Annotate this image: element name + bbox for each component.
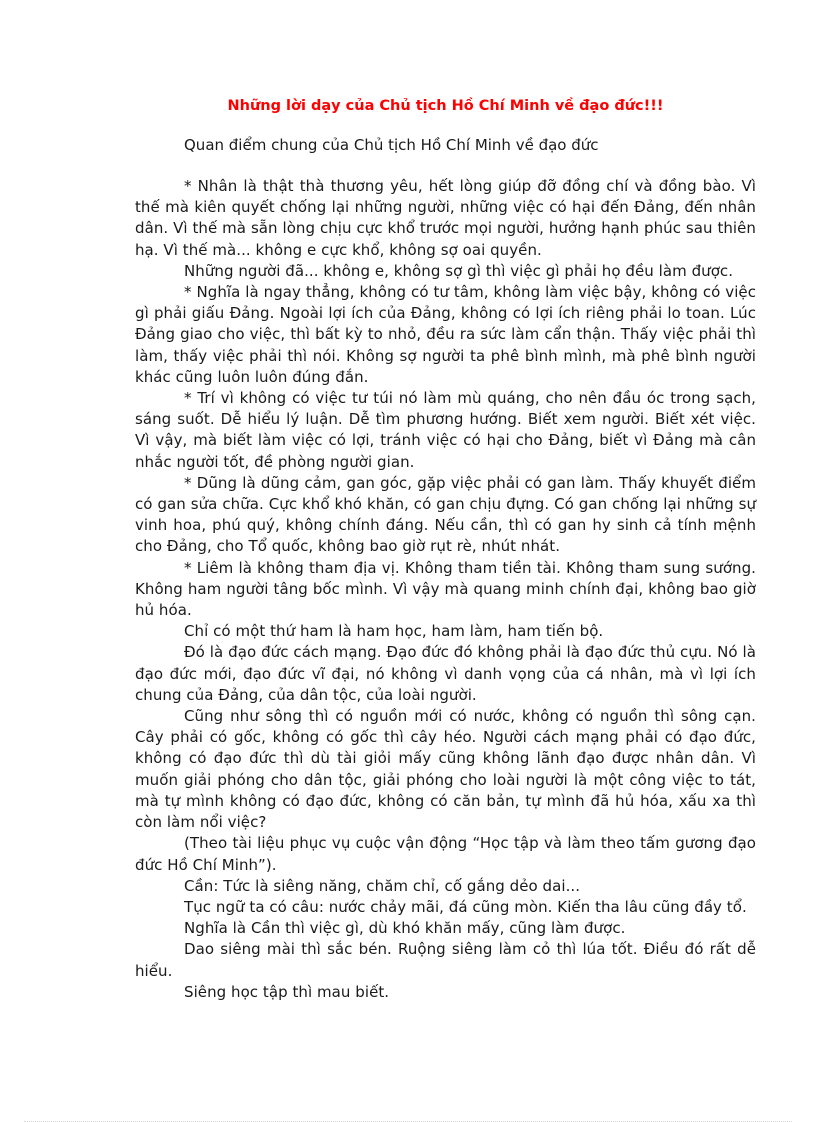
paragraph-dao-duc-cach-mang: Đó là đạo đức cách mạng. Đạo đức đó không phải là đạo đức thủ cựu. Nó là đạo đức mới, đạo đức vĩ đại, nó không vì danh vọng của cá nhân, mà vì lợi ích chung của Đảng, của dân tộc, của loài người.	[135, 643, 756, 704]
paragraph-source-note: (Theo tài liệu phục vụ cuộc vận động “Học tập và làm theo tấm gương đạo đức Hồ Chí Minh”).	[135, 834, 756, 874]
paragraph-nghia: * Nghĩa là ngay thẳng, không có tư tâm, không làm việc bậy, không có việc gì phải giấu Đảng. Ngoài lợi ích của Đảng, không có lợi ích riêng phải lo toan. Lúc Đảng giao cho việc, thì bất kỳ to nhỏ, đều ra sức làm cẩn thận. Thấy việc phải thì làm, thấy việc phải thì nói. Không sợ người ta phê bình mình, mà phê bình người khác cũng luôn luôn đúng đắn.	[135, 283, 756, 386]
paragraph-dung: * Dũng là dũng cảm, gan góc, gặp việc phải có gan làm. Thấy khuyết điểm có gan sửa chữa. Cực khổ khó khăn, có gan chịu đựng. Có gan chống lại những sự vinh hoa, phú quý, không chính đáng. Nếu cần, thì có gan hy sinh cả tính mệnh cho Đảng, cho Tổ quốc, không bao giờ rụt rè, nhút nhát.	[135, 473, 756, 556]
paragraph-can: Cần: Tức là siêng năng, chăm chỉ, cố gắng dẻo dai...	[184, 876, 581, 895]
paragraph-ham-hoc: Chỉ có một thứ ham là ham học, ham làm, ham tiến bộ.	[184, 622, 604, 641]
paragraph-tri: * Trí vì không có việc tư túi nó làm mù quáng, cho nên đầu óc trong sạch, sáng suốt. Dễ hiểu lý luận. Dễ tìm phương hướng. Biết xem người. Biết xét việc. Vì vậy, mà biết làm việc có lợi, tránh việc có hại cho Đảng, biết vì Đảng mà cân nhắc người tốt, đề phòng người gian.	[135, 389, 756, 471]
paragraph-tuc-ngu: Tục ngữ ta có câu: nước chảy mãi, đá cũng mòn. Kiến tha lâu cũng đầy tổ.	[184, 897, 747, 916]
paragraph-khong-e: Những người đã... không e, không sợ gì thì việc gì phải họ đều làm được.	[184, 261, 734, 280]
paragraph-nghia-la-can: Nghĩa là Cần thì việc gì, dù khó khăn mấy, cũng làm được.	[184, 919, 626, 938]
paragraph-nhan: * Nhân là thật thà thương yêu, hết lòng giúp đỡ đồng chí và đồng bào. Vì thế mà kiên quyết chống lại những người, những việc có hại đến Đảng, đến nhân dân. Vì thế mà sẵn lòng chịu cực khổ trước mọi người, hưởng hạnh phúc sau thiên hạ. Vì thế mà... không e cực khổ, không sợ oai quyền.	[135, 177, 756, 259]
paragraph-dao-sieng-mai: Dao siêng mài thì sắc bén. Ruộng siêng làm cỏ thì lúa tốt. Điều đó rất dễ hiểu.	[135, 940, 756, 980]
document-title: Những lời dạy của Chủ tịch Hồ Chí Minh về đạo đức!!!	[227, 98, 664, 114]
page-bottom-divider	[24, 1121, 792, 1122]
document-subtitle: Quan điểm chung của Chủ tịch Hồ Chí Minh về đạo đức	[184, 136, 599, 154]
paragraph-song-co-nguon: Cũng như sông thì có nguồn mới có nước, không có nguồn thì sông cạn. Cây phải có gốc, không có gốc thì cây héo. Người cách mạng phải có đạo đức, không có đạo đức thì dù tài giỏi mấy cũng không lãnh đạo được nhân dân. Vì muốn giải phóng cho dân tộc, giải phóng cho loài người là một công việc to tát, mà tự mình không có đạo đức, không có căn bản, tự mình đã hủ hóa, xấu xa thì còn làm nổi việc?	[135, 707, 756, 832]
document-page	[135, 96, 756, 1003]
paragraph-liem: * Liêm là không tham địa vị. Không tham tiền tài. Không tham sung sướng. Không ham người tâng bốc mình. Vì vậy mà quang minh chính đại, không bao giờ hủ hóa.	[135, 558, 756, 620]
paragraph-sieng-hoc-tap: Siêng học tập thì mau biết.	[184, 982, 390, 1001]
